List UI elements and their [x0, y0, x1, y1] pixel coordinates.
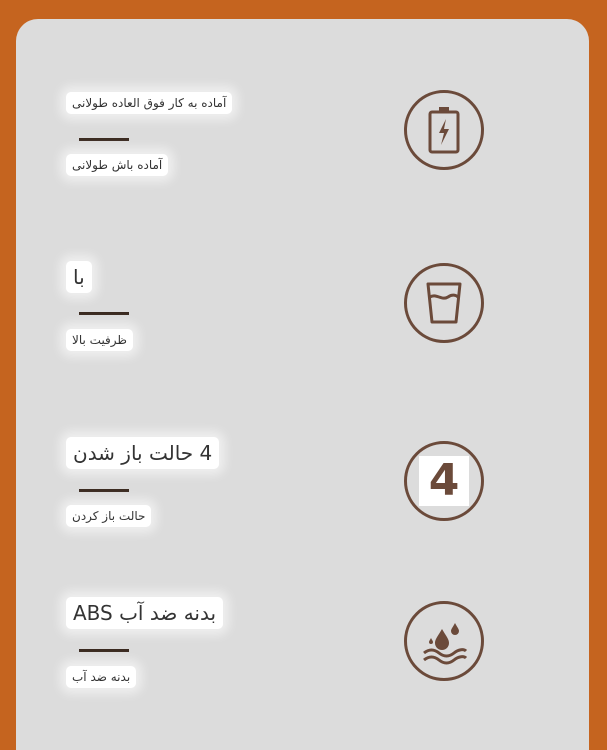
feature-title: با — [66, 261, 92, 293]
feature-title: آماده به کار فوق العاده طولانی — [66, 92, 232, 114]
divider — [79, 489, 129, 492]
battery-icon-circle — [404, 90, 484, 170]
divider — [79, 312, 129, 315]
glass-of-water-icon — [424, 281, 464, 325]
divider — [79, 138, 129, 141]
feature-title: 4 حالت باز شدن — [66, 437, 219, 469]
feature-subtitle: ظرفیت بالا — [66, 329, 133, 351]
glass-icon-circle — [404, 263, 484, 343]
battery-charging-icon — [427, 106, 461, 154]
features-panel — [16, 19, 589, 750]
number-four-icon: 4 — [419, 456, 469, 506]
feature-subtitle: آماده باش طولانی — [66, 154, 168, 176]
number-icon-circle — [404, 441, 484, 521]
water-icon-circle — [404, 601, 484, 681]
feature-subtitle: حالت باز کردن — [66, 505, 151, 527]
water-drops-waves-icon — [418, 617, 470, 665]
feature-title: بدنه ضد آب ABS — [66, 597, 223, 629]
feature-subtitle: بدنه ضد آب — [66, 666, 136, 688]
divider — [79, 649, 129, 652]
